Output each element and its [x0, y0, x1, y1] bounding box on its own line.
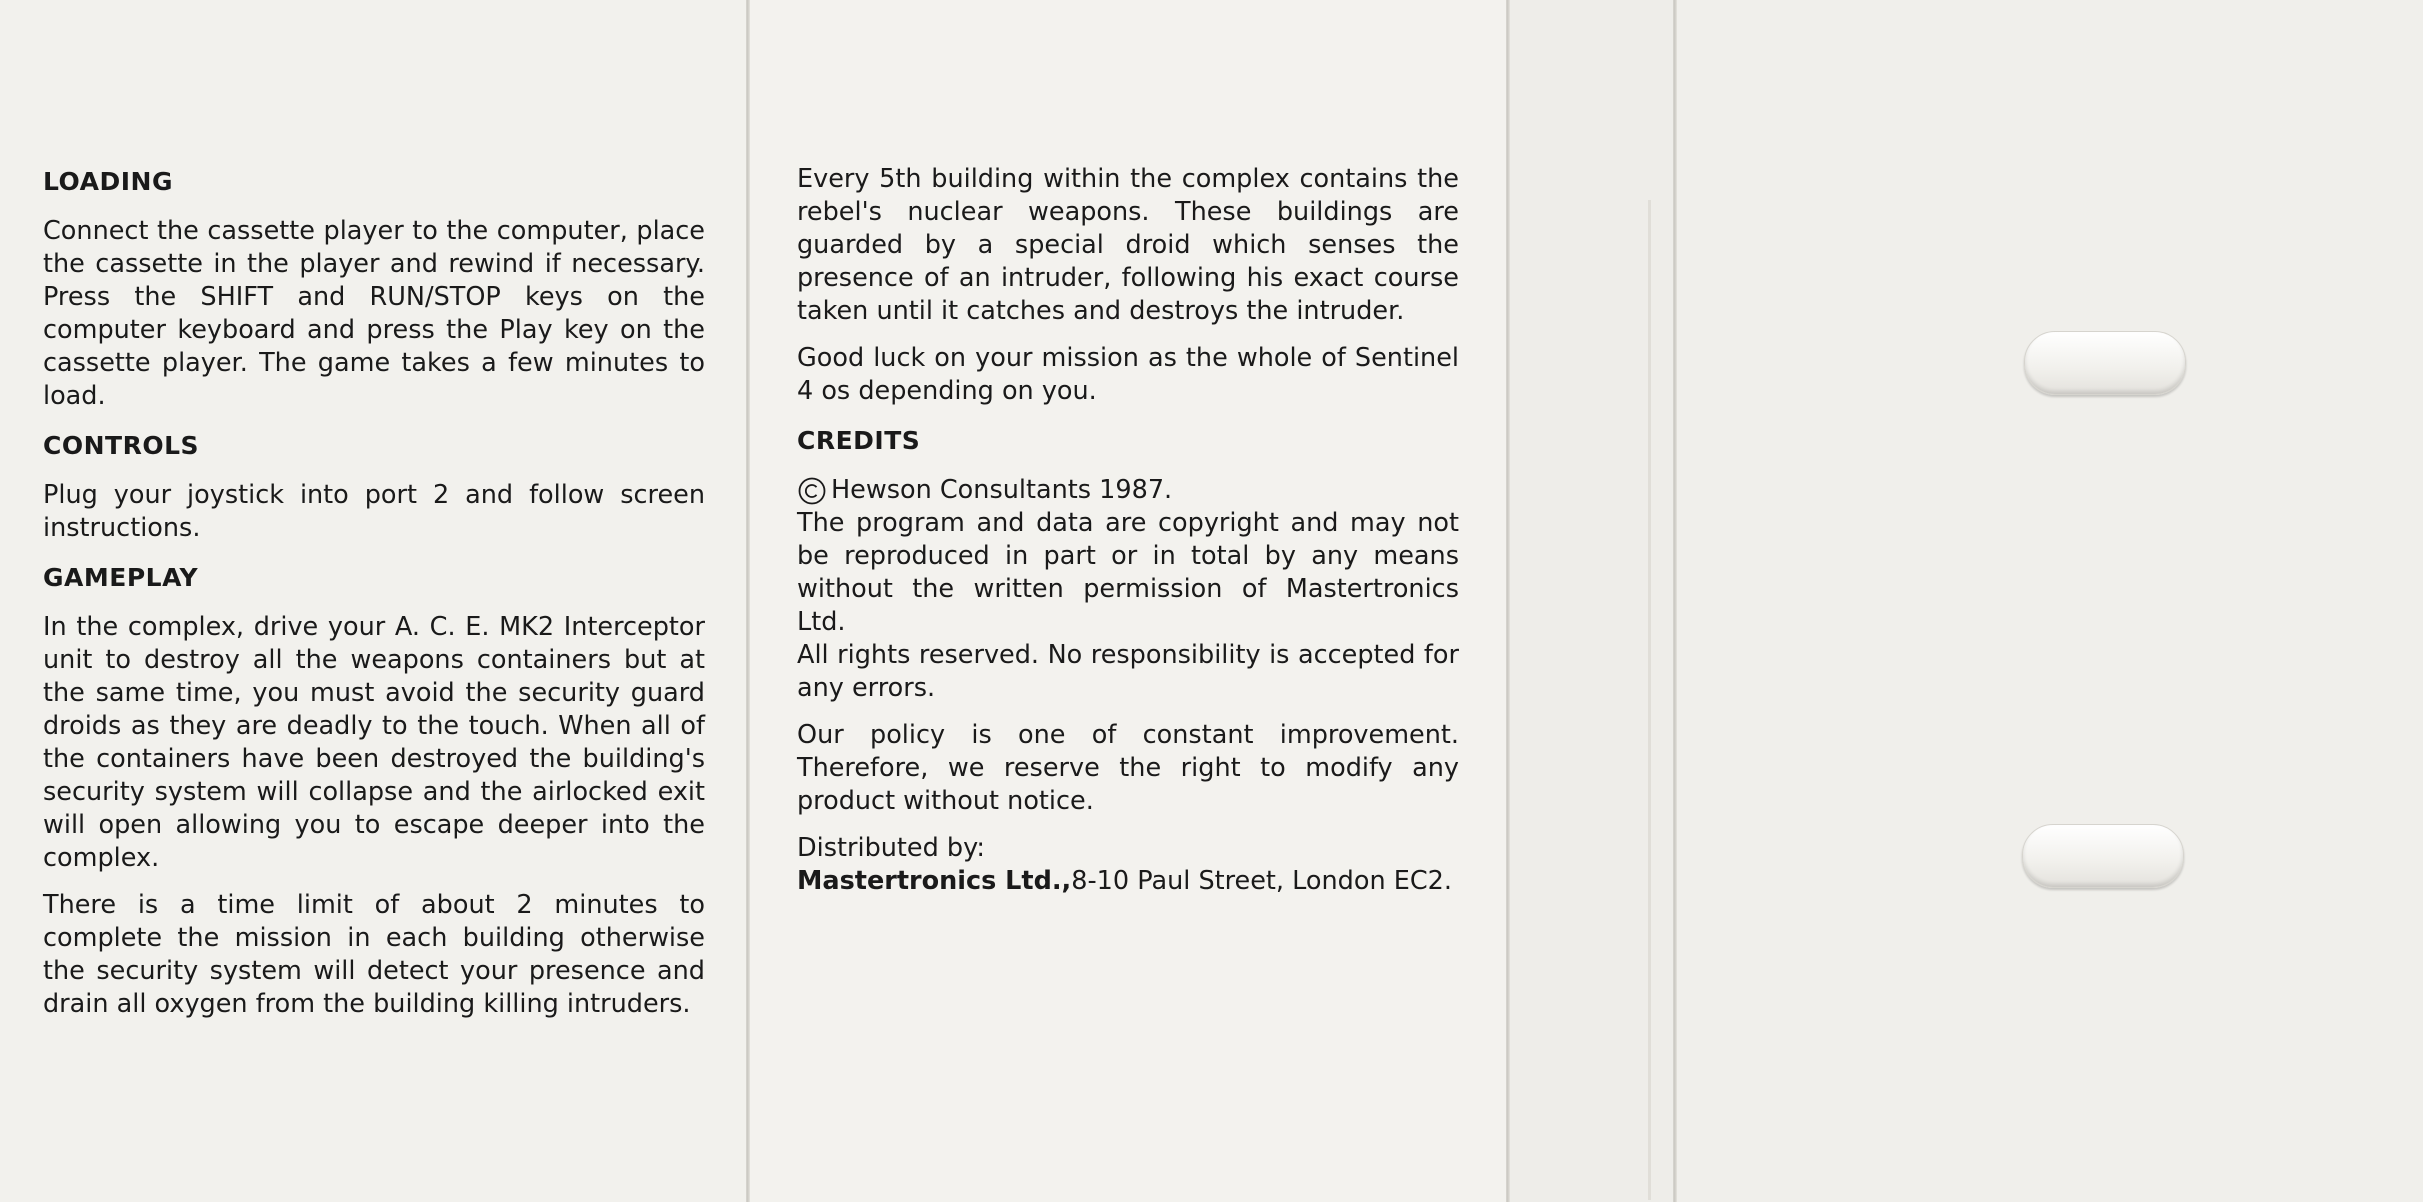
controls-text: Plug your joystick into port 2 and follow screen instructions.	[43, 480, 705, 543]
copyright-icon	[797, 476, 827, 506]
distributor-name: Mastertronics Ltd.,	[797, 866, 1072, 896]
flap-slot	[2024, 331, 2186, 395]
crease-line	[1648, 200, 1651, 1200]
flap-slot	[2022, 824, 2184, 888]
controls-heading: CONTROLS	[43, 431, 200, 460]
rights-text: All rights reserved. No responsibility is accepted for any errors.	[797, 640, 1459, 703]
fold-line	[746, 0, 750, 1202]
copyright-block	[797, 474, 1459, 705]
gameplay-text-3: Every 5th building within the complex contains the rebel's nuclear weapons. These buildings are guarded by a special droid which senses the presence of an intruder, following his exact course taken until it catches and destroys the intruder.	[797, 164, 1459, 326]
inlay-panel-flap	[1677, 0, 2423, 1202]
distributed-label: Distributed by:	[797, 833, 985, 863]
gameplay-heading: GAMEPLAY	[43, 563, 199, 592]
gameplay-text-1: In the complex, drive your A. C. E. MK2 Interceptor unit to destroy all the weapons containers but at the same time, you must avoid the security guard droids as they are deadly to the touch. When all of the containers have been destroyed the building's security system will collapse and the airlocked exit will open allowing you to escape deeper into the complex.	[43, 612, 705, 873]
copyright-holder: Hewson Consultants 1987.	[831, 475, 1173, 505]
loading-text: Connect the cassette player to the computer, place the cassette in the player and rewind if necessary. Press the SHIFT and RUN/STOP keys on the computer keyboard and press the Play key on the cassette player. The game takes a few minutes to load.	[43, 216, 705, 411]
gameplay-text-2: There is a time limit of about 2 minutes to complete the mission in each building otherwise the security system will detect your presence and drain all oxygen from the building killing intruders.	[43, 890, 705, 1019]
gameplay-text-4: Good luck on your mission as the whole of Sentinel 4 os depending on you.	[797, 343, 1459, 406]
fold-line	[1506, 0, 1510, 1202]
instructions-column-middle	[797, 163, 1459, 912]
credits-heading: CREDITS	[797, 426, 921, 455]
policy-text: Our policy is one of constant improvement. Therefore, we reserve the right to modify any product without notice.	[797, 720, 1459, 816]
copyright-line	[797, 474, 1459, 507]
distributor-address: 8-10 Paul Street, London EC2.	[1071, 866, 1452, 896]
fold-line	[1673, 0, 1677, 1202]
instructions-column-left	[43, 163, 705, 1035]
copyright-text: The program and data are copyright and may not be reproduced in part or in total by any means without the written permission of Mastertronics Ltd.	[797, 508, 1459, 637]
distributor-line	[797, 865, 1459, 898]
distributor-block	[797, 832, 1459, 898]
loading-heading: LOADING	[43, 167, 173, 196]
